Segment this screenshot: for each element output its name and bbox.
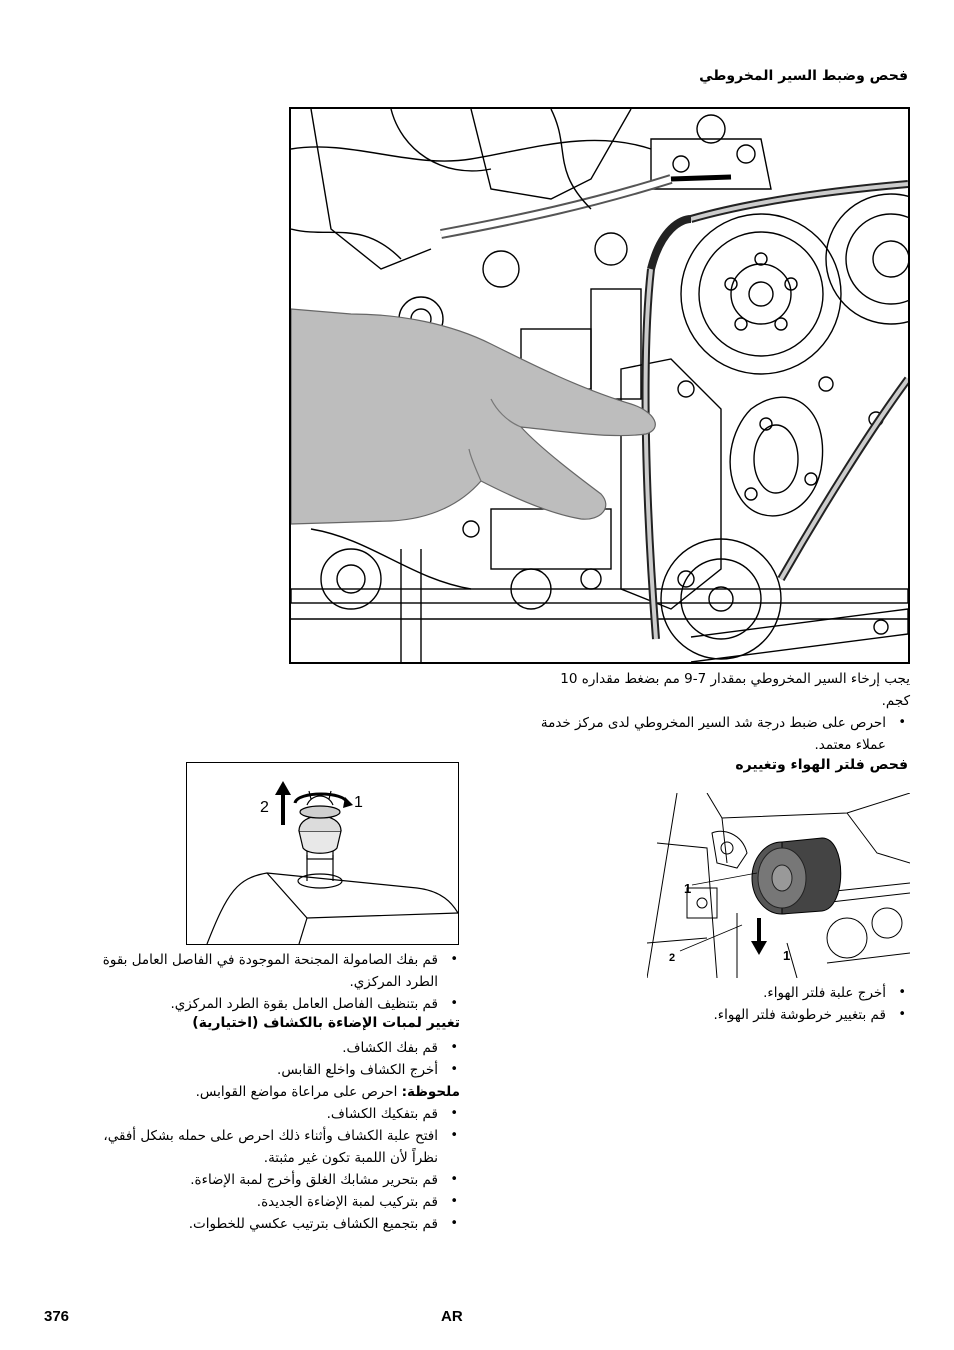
list-item [60,949,460,993]
engine-belt-illustration [291,109,908,662]
list-item-text: • قم بفك الصامولة المجنحة الموجودة في الفاصل العامل بقوة [102,952,438,968]
belt-tension-figure [289,107,910,664]
list-item [40,1191,460,1213]
list-item-text: • احرص على ضبط درجة شد السير المخروطي لدى مركز خدمة [540,715,886,731]
list-item-text: أخرج الكشاف واخلع القابس. [277,1062,438,1078]
separator-illustration [187,763,458,944]
list-item-text: الطرد المركزي. [349,974,438,990]
list-item-text: قم بتغيير خرطوشة فلتر الهواء. [713,1007,886,1023]
page-number: 376 [44,1308,70,1325]
lamp-bullet-list-a [60,1037,460,1081]
list-item [608,982,908,1004]
figure-label: 2 [260,799,269,816]
list-item-text: أخرج علبة فلتر الهواء. [763,985,886,1001]
list-item-text: • قم بتنظيف الفاصل العامل بقوة الطرد المركزي. [170,996,438,1012]
figure-label: 2 [669,952,676,964]
lamp-note [60,1081,460,1103]
list-item [60,1037,460,1059]
language-code: AR [441,1308,463,1325]
list-item-text: عملاء معتمد. [814,737,886,753]
figure-label: 1 [354,794,363,811]
belt-section-title: فحص وضبط السير المخروطي [699,68,908,84]
list-item [40,1169,460,1191]
air-filter-figure [647,793,910,978]
lamp-section-title: تغيير لمبات الإضاءة بالكشاف (اختيارية) [192,1015,460,1031]
list-item-text: قم بفك الكشاف. [342,1040,438,1056]
list-item [608,1004,908,1026]
list-item [40,1103,460,1125]
list-item-text: نظراً لأن اللمبة تكون غير مثبتة. [263,1150,438,1166]
list-item-text: • قم بتجميع الكشاف بترتيب عكسي للخطوات. [188,1216,438,1232]
belt-instruction-line-1: يجب إرخاء السير المخروطي بمقدار 7-9 مم بضغط مقداره 10 [560,671,910,687]
separator-figure [186,762,459,945]
figure-label: 1 [684,881,692,896]
separator-bullet-list [60,949,460,1015]
figure-label: 1 [783,948,791,963]
list-item [40,1125,460,1169]
lamp-bullet-list-b [40,1103,460,1235]
belt-instruction-line-2: كجم. [881,693,910,709]
air-filter-illustration [647,793,910,978]
air-filter-section-title: فحص فلتر الهواء وتغييره [735,757,908,773]
list-item [60,1059,460,1081]
list-item-text: • قم بتفكيك الكشاف. [326,1106,438,1122]
note-text: احرص على مراعاة مواضع القوابس. [195,1084,402,1100]
air-filter-bullet-list [608,982,908,1026]
list-item-text: • قم بتحرير مشابك الغلق وأخرج لمبة الإضاءة. [190,1172,438,1188]
list-item [488,712,908,756]
note-label: ملحوظة: [401,1084,460,1100]
list-item-text: • قم بتركيب لمبة الإضاءة الجديدة. [256,1194,438,1210]
list-item-text: • افتح علبة الكشاف وأثناء ذلك احرص على حمله بشكل أفقي، [103,1128,438,1144]
belt-bullet-list [488,712,908,756]
list-item [60,993,460,1015]
list-item [40,1213,460,1235]
belt-instruction [510,668,910,712]
